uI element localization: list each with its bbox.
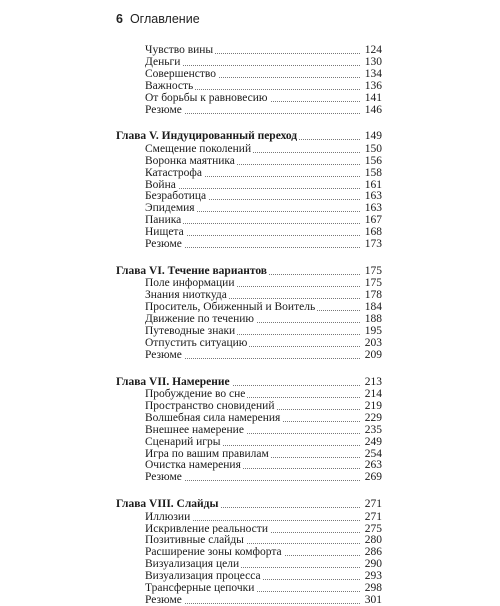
entry-page-number: 156 [360, 155, 382, 167]
entry-title: Пространство сновидений [145, 399, 275, 412]
entry-title: Знания ниоткуда [145, 289, 227, 302]
toc-entry-row [0, 68, 500, 80]
toc-entry-row [0, 594, 500, 606]
toc-entry-row [0, 167, 500, 179]
entry-page-number: 146 [360, 104, 382, 116]
chapter-title: Глава V. Индуцированный переход [116, 130, 298, 143]
entry-title: Эпидемия [145, 202, 195, 215]
entry-title: Совершенство [145, 67, 216, 80]
toc-entry-row [0, 523, 500, 535]
toc-chapter-row [0, 265, 500, 277]
entry-title: Деньги [145, 55, 181, 68]
toc-entry-row [0, 388, 500, 400]
toc-entry-row [0, 570, 500, 582]
running-header [116, 12, 200, 26]
entry-page-number: 167 [360, 214, 382, 226]
entry-page-number: 286 [360, 546, 382, 558]
entry-page-number: 271 [360, 498, 382, 510]
entry-title: Пробуждение во сне [145, 388, 246, 400]
entry-title: Смещение поколений [145, 142, 252, 155]
entry-page-number: 301 [360, 594, 382, 606]
entry-title: Резюме [145, 593, 182, 606]
entry-page-number: 161 [360, 179, 382, 191]
entry-title: Чувство вины [145, 44, 214, 56]
toc-entry-row [0, 289, 500, 301]
toc-entry-row [0, 546, 500, 558]
entry-page-number: 124 [360, 44, 382, 56]
toc-entry-row [0, 534, 500, 546]
entry-page-number: 150 [360, 143, 382, 155]
entry-page-number: 188 [360, 313, 382, 325]
entry-title: Сценарий игры [145, 435, 221, 448]
toc-entry-row [0, 582, 500, 594]
toc-entry-row [0, 459, 500, 471]
entry-title: Резюме [145, 238, 182, 250]
running-title: Оглавление [129, 12, 200, 26]
entry-title: Волшебная сила намерения [145, 411, 281, 424]
toc-entry-row [0, 143, 500, 155]
entry-page-number: 184 [360, 301, 382, 313]
entry-title: Резюме [145, 471, 182, 484]
entry-page-number: 209 [360, 349, 382, 361]
entry-page-number: 178 [360, 289, 382, 301]
entry-page-number: 263 [360, 459, 382, 471]
entry-page-number: 213 [360, 376, 382, 388]
entry-page-number: 173 [360, 238, 382, 250]
toc-entry-row [0, 412, 500, 424]
toc-entry-row [0, 226, 500, 238]
entry-title: Расширение зоны комфорта [145, 546, 282, 559]
entry-page-number: 254 [360, 448, 382, 460]
entry-title: Важность [145, 79, 194, 92]
entry-page-number: 175 [360, 265, 382, 277]
toc-entry-row [0, 471, 500, 483]
entry-page-number: 280 [360, 534, 382, 546]
chapter-title: Глава VII. Намерение [116, 375, 230, 388]
entry-title: Движение по течению [145, 313, 255, 325]
entry-page-number: 136 [360, 80, 382, 92]
entry-page-number: 275 [360, 523, 382, 535]
toc-entry-row [0, 301, 500, 313]
entry-page-number: 235 [360, 424, 382, 436]
toc-entry-row [0, 277, 500, 289]
entry-title: Проситель, Обиженный и Воитель [145, 301, 316, 314]
entry-page-number: 203 [360, 337, 382, 349]
toc-entry-row [0, 349, 500, 361]
entry-page-number: 298 [360, 582, 382, 594]
entry-page-number: 271 [360, 511, 382, 523]
toc-entry-row [0, 202, 500, 214]
entry-title: Трансферные цепочки [145, 582, 255, 594]
entry-page-number: 219 [360, 400, 382, 412]
toc-entry-row [0, 92, 500, 104]
entry-page-number: 158 [360, 167, 382, 179]
toc-entry-row [0, 238, 500, 250]
toc-entry-row [0, 448, 500, 460]
entry-title: Война [145, 178, 176, 191]
entry-title: Отпустить ситуацию [145, 336, 248, 349]
toc-entry-row [0, 80, 500, 92]
entry-page-number: 134 [360, 68, 382, 80]
toc-entry-row [0, 325, 500, 337]
entry-title: Нищета [145, 226, 184, 239]
toc-entry-row [0, 313, 500, 325]
entry-page-number: 195 [360, 325, 382, 337]
entry-title: Паника [145, 214, 182, 227]
entry-page-number: 163 [360, 190, 382, 202]
page-number: 6 [116, 12, 123, 26]
entry-title: Катастрофа [145, 166, 202, 179]
entry-page-number: 168 [360, 226, 382, 238]
toc-entry-row [0, 424, 500, 436]
entry-page-number: 293 [360, 570, 382, 582]
entry-page-number: 269 [360, 471, 382, 483]
entry-title: Путеводные знаки [145, 324, 236, 337]
toc-entry-row [0, 337, 500, 349]
entry-title: Визуализация цели [145, 558, 240, 571]
toc-entry-row [0, 214, 500, 226]
toc-entry-row [0, 400, 500, 412]
toc-entry-row [0, 56, 500, 68]
chapter-title: Глава VI. Течение вариантов [116, 264, 267, 277]
entry-title: Позитивные слайды [145, 534, 244, 547]
entry-page-number: 130 [360, 56, 382, 68]
toc-entry-row [0, 436, 500, 448]
toc-entry-row [0, 558, 500, 570]
entry-title: Игра по вашим правилам [145, 447, 269, 460]
entry-page-number: 229 [360, 412, 382, 424]
entry-page-number: 214 [360, 388, 382, 400]
entry-title: Воронка маятника [145, 154, 235, 167]
entry-title: Поле информации [145, 277, 235, 290]
toc-entry-row [0, 44, 500, 56]
entry-page-number: 141 [360, 92, 382, 104]
entry-title: Искривление реальности [145, 522, 268, 535]
toc-chapter-row [0, 376, 500, 388]
entry-title: Очистка намерения [145, 459, 241, 472]
entry-title: Резюме [145, 103, 182, 116]
toc-entry-row [0, 155, 500, 167]
entry-page-number: 249 [360, 436, 382, 448]
entry-page-number: 163 [360, 202, 382, 214]
entry-title: Внешнее намерение [145, 423, 244, 436]
entry-title: Иллюзии [145, 510, 191, 523]
toc-entry-row [0, 190, 500, 202]
entry-page-number: 290 [360, 558, 382, 570]
entry-title: Резюме [145, 348, 182, 361]
toc-entry-row [0, 104, 500, 116]
entry-title: От борьбы к равновесию [145, 91, 268, 104]
entry-page-number: 175 [360, 277, 382, 289]
entry-title: Безработица [145, 190, 207, 203]
entry-page-number: 149 [360, 130, 382, 142]
toc-chapter-row [0, 130, 500, 142]
entry-title: Визуализация процесса [145, 570, 261, 583]
chapter-title: Глава VIII. Слайды [116, 498, 219, 511]
toc-entry-row [0, 179, 500, 191]
toc-entry-row [0, 511, 500, 523]
